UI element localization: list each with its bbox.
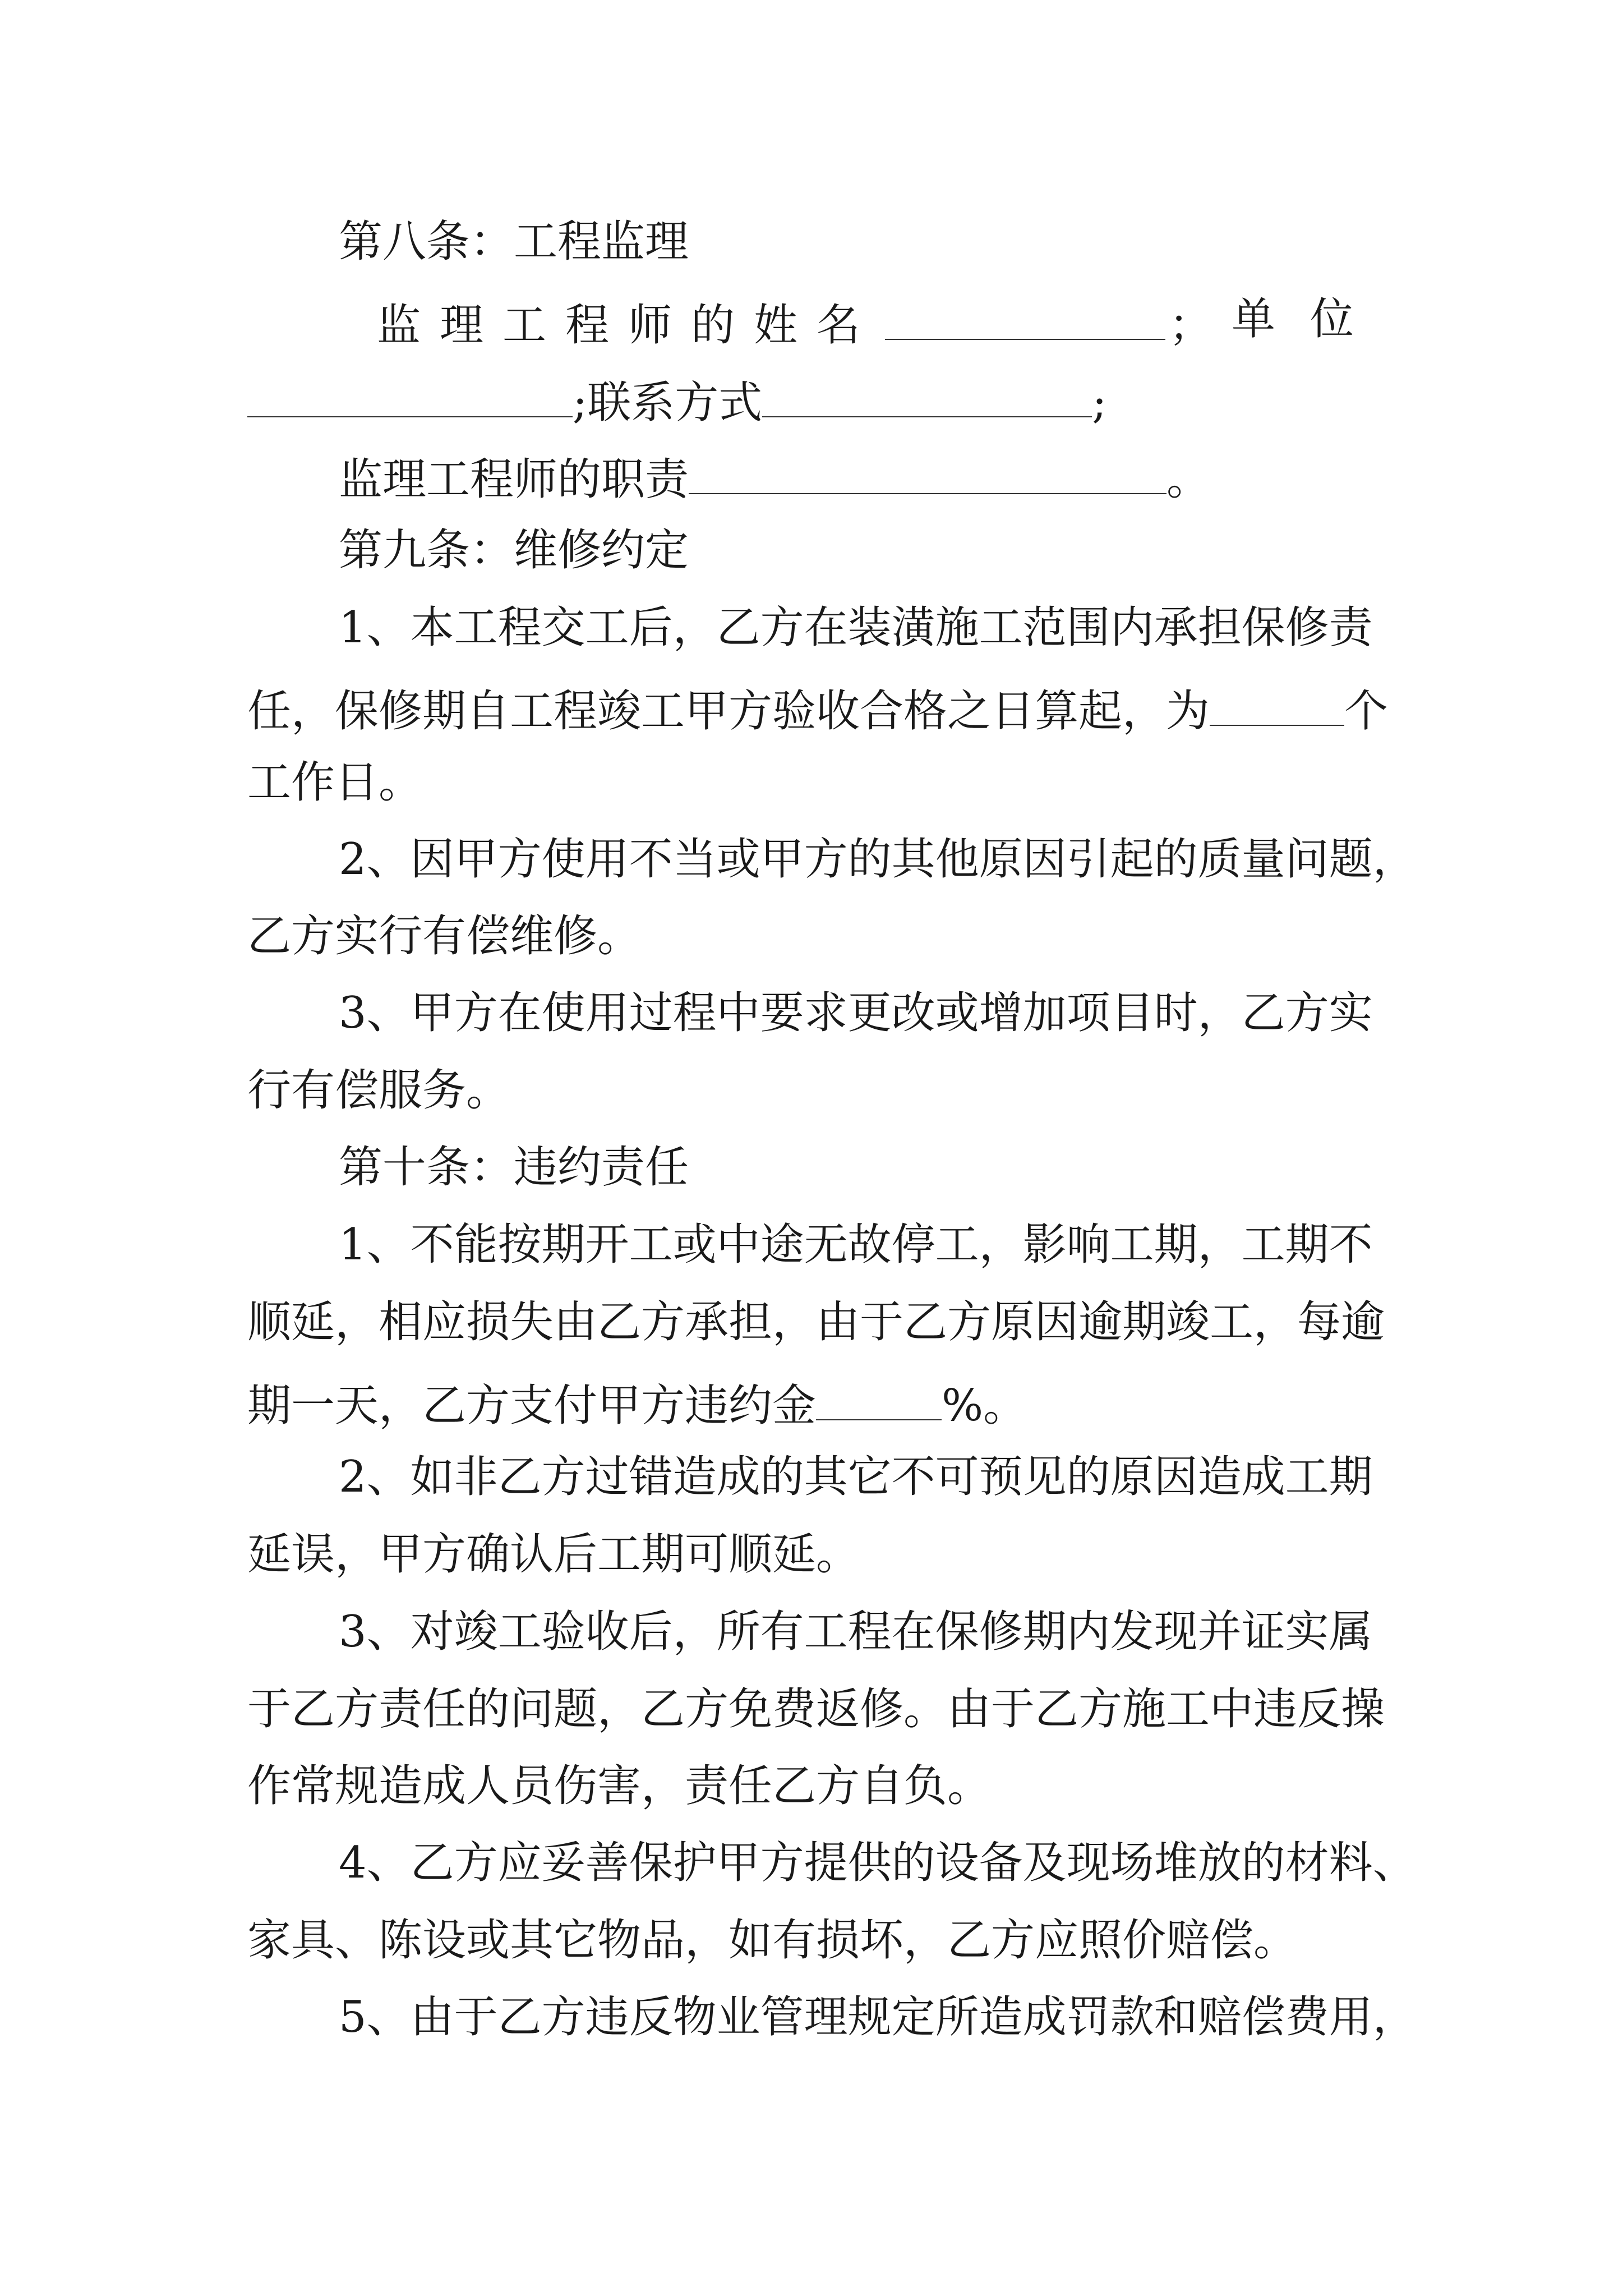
- article-9-item-1-line-2-text: 任，保修期自工程竣工甲方验收合格之日算起，为: [247, 686, 1210, 737]
- article-10-item-3-line-3: 作常规造成人员伤害，责任乙方自负。: [247, 1761, 992, 1811]
- penalty-rate-blank[interactable]: [816, 1378, 942, 1420]
- article-10-item-4-line-2: 家具、陈设或其它物品，如有损坏，乙方应照价赔偿。: [247, 1915, 1298, 1966]
- article-9-item-3-line-2: 行有偿服务。: [247, 1065, 510, 1116]
- article-10-item-5-line-1: 5、由于乙方违反物业管理规定所造成罚款和赔偿费用，: [339, 1992, 1417, 2042]
- article-8-heading: 第八条：工程监理: [339, 217, 689, 267]
- unit-contact-row: [247, 375, 1107, 429]
- engineer-name-blank[interactable]: [885, 297, 1165, 340]
- article-9-item-2-line-2: 乙方实行有偿维修。: [247, 911, 642, 961]
- article-10-item-1-line-2: 顺延，相应损失由乙方承担，由于乙方原因逾期竣工，每逾: [247, 1297, 1385, 1347]
- warranty-days-blank[interactable]: [1210, 683, 1344, 726]
- contact-label: 联系方式: [587, 378, 763, 429]
- article-10-item-1-line-1: 1、不能按期开工或中途无故停工，影响工期，工期不: [339, 1220, 1373, 1270]
- article-10-item-3-line-1: 3、对竣工验收后，所有工程在保修期内发现并证实属: [339, 1607, 1373, 1657]
- article-10-item-2-line-2: 延误，甲方确认后工期可顺延。: [247, 1529, 860, 1580]
- engineer-name-row: [377, 294, 1389, 351]
- contact-sep-after: ;: [1092, 378, 1107, 429]
- article-10-item-4-line-1: 4、乙方应妥善保护甲方提供的设备及现场堆放的材料、: [339, 1838, 1417, 1888]
- article-10-item-2-line-1: 2、如非乙方过错造成的其它不可预见的原因造成工期: [339, 1452, 1373, 1502]
- duty-label: 监理工程师的职责: [339, 454, 689, 505]
- duty-end: 。: [1166, 454, 1211, 505]
- article-9-item-1-line-3: 工作日。: [247, 757, 423, 808]
- article-9-item-3-line-1: 3、甲方在使用过程中要求更改或增加项目时，乙方实: [339, 988, 1373, 1038]
- article-10-item-1-line-3-text: 期一天，乙方支付甲方违约金: [247, 1381, 817, 1432]
- engineer-name-separator: ；: [1169, 300, 1213, 351]
- article-9-item-1-line-1: 1、本工程交工后，乙方在装潢施工范围内承担保修责: [339, 602, 1373, 653]
- article-9-item-1-line-2: [247, 683, 1389, 737]
- contact-blank[interactable]: [762, 375, 1092, 417]
- article-10-item-3-line-2: 于乙方责任的问题，乙方免费返修。由于乙方施工中违反操: [247, 1684, 1385, 1734]
- article-9-item-2-line-1: 2、因甲方使用不当或甲方的其他原因引起的质量问题，: [339, 834, 1417, 885]
- article-10-item-1-line-3-unit: %。: [942, 1381, 1027, 1432]
- article-9-item-1-line-2-unit: 个: [1344, 686, 1389, 737]
- engineer-name-label: 监理工程师的姓名: [377, 300, 880, 351]
- article-10-heading: 第十条：违约责任: [339, 1142, 689, 1193]
- article-9-heading: 第九条：维修约定: [339, 525, 689, 576]
- article-10-item-1-line-3: [247, 1378, 1027, 1432]
- duty-row: [339, 452, 1211, 505]
- unit-blank[interactable]: [247, 375, 573, 417]
- unit-label: 单位: [1231, 294, 1389, 344]
- duty-blank[interactable]: [689, 452, 1166, 494]
- contact-sep-before: ;: [573, 378, 588, 429]
